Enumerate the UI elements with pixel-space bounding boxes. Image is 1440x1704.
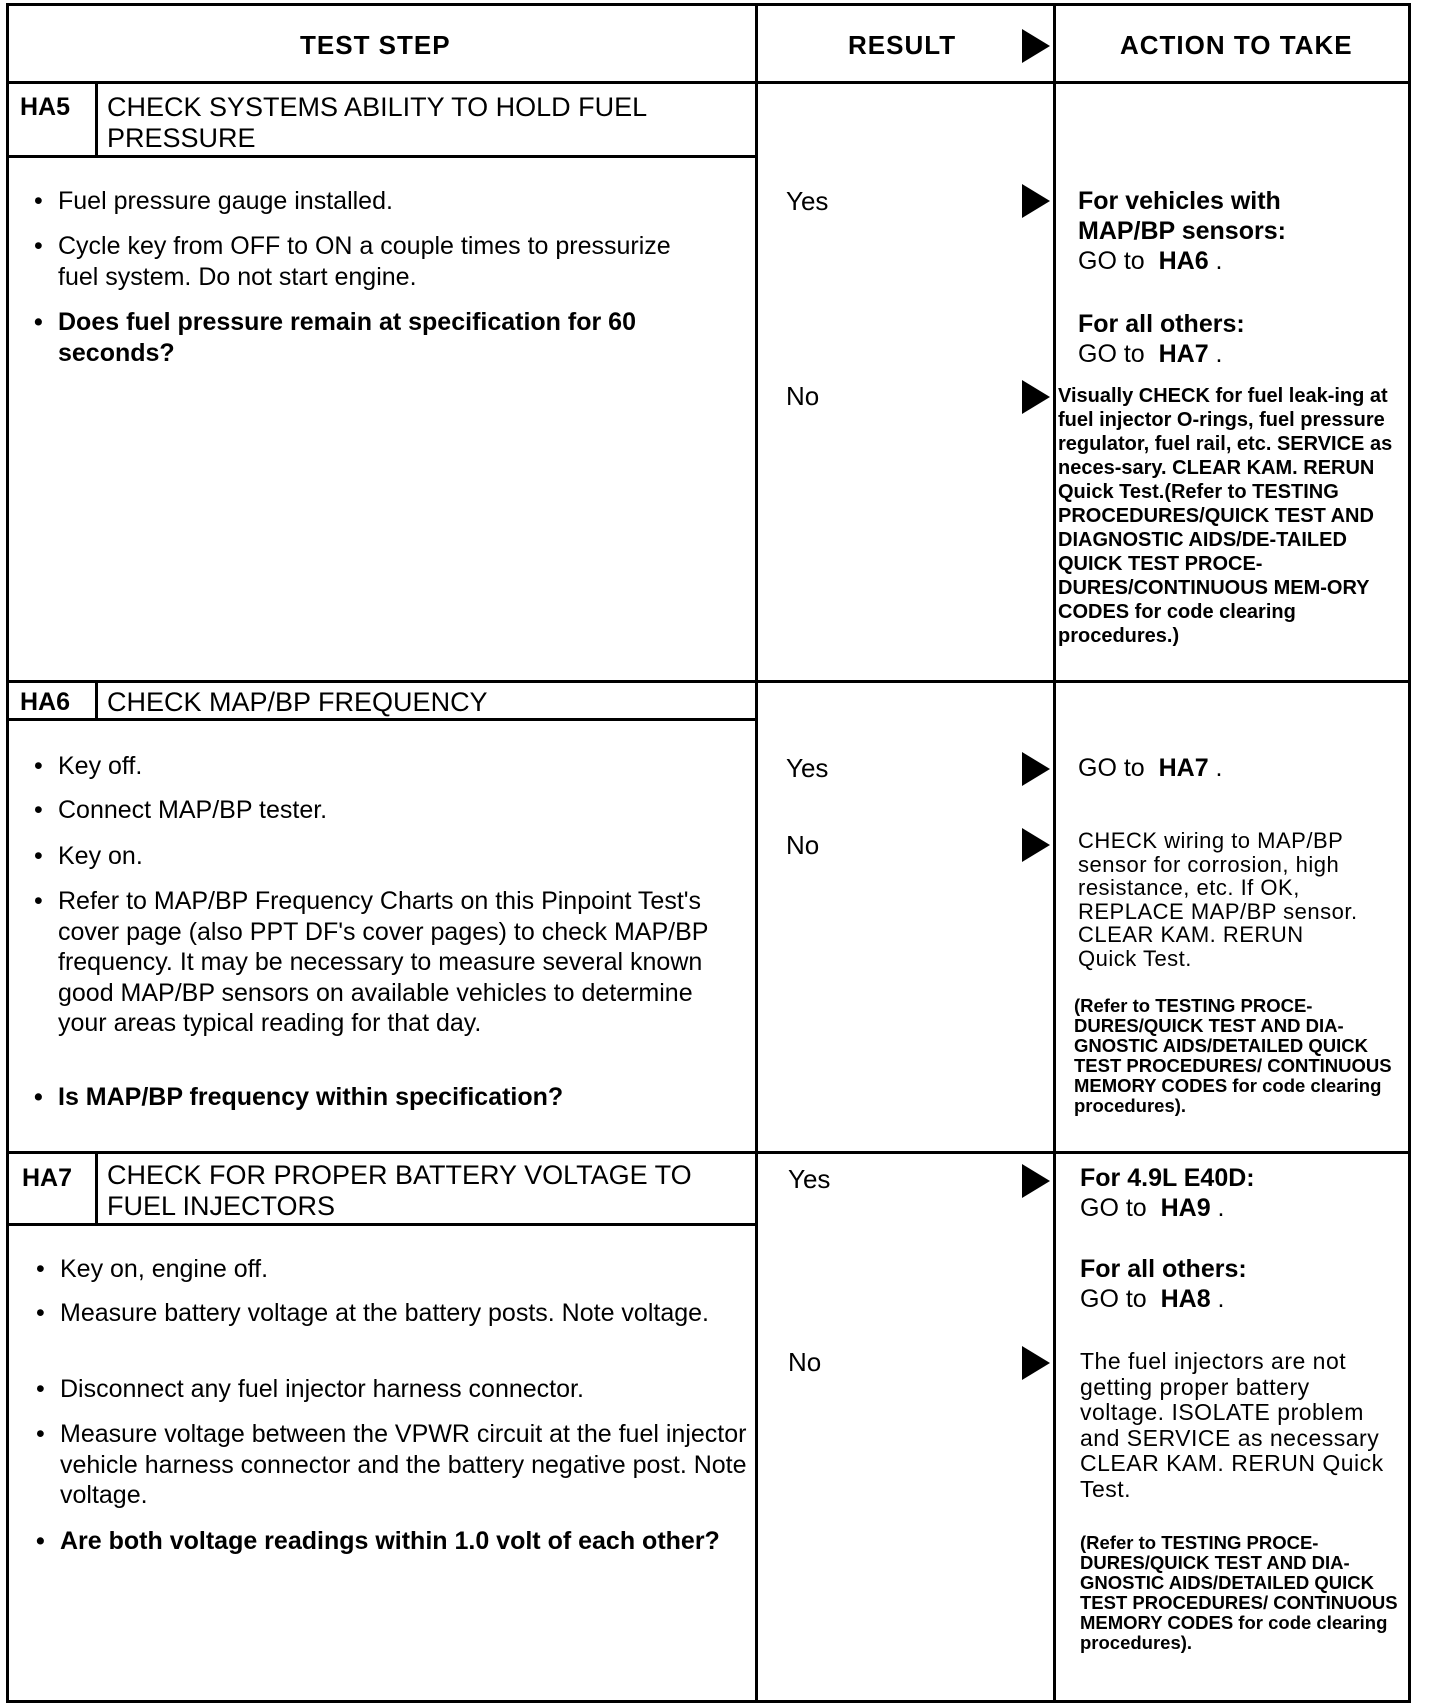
ha7-code: HA7 xyxy=(22,1164,73,1192)
ha5-yes: Yes xyxy=(786,186,829,216)
ha7-yes-action-1: For 4.9L E40D: GO to HA9 . xyxy=(1080,1164,1255,1222)
ha7-yes-action-1-head: For 4.9L E40D: xyxy=(1080,1164,1255,1192)
row-divider-ha7 xyxy=(6,1151,1411,1154)
ha6-yes-action: GO to HA7 . xyxy=(1078,754,1223,782)
ha6-yes: Yes xyxy=(786,753,829,783)
ha7-no-note: (Refer to TESTING PROCE-DURES/QUICK TEST AND DIA-GNOSTIC AIDS/DETAILED QUICK TEST PROCEDURES/ CONTINUOUS MEMORY CODES for code clearing procedures). xyxy=(1080,1532,1398,1653)
ha6-no-note: (Refer to TESTING PROCE-DURES/QUICK TEST AND DIA-GNOSTIC AIDS/DETAILED QUICK TEST PROCEDURES/ CONTINUOUS MEMORY CODES for code clearing procedures). xyxy=(1074,995,1392,1116)
ha5-code: HA5 xyxy=(20,93,71,121)
column-divider-1 xyxy=(755,3,758,1703)
ha6-no-action: CHECK wiring to MAP/BP sensor for corrosion, high resistance, etc. If OK, REPLACE MAP/BP sensor. CLEAR KAM. RERUN Quick Test. xyxy=(1078,828,1358,971)
ha7-title-underline xyxy=(6,1223,756,1226)
ha7-yes-action-2-go: GO to xyxy=(1080,1285,1147,1313)
ha6-title: CHECK MAP/BP FREQUENCY xyxy=(107,687,488,717)
ha7-goto-ha8[interactable]: HA8 xyxy=(1160,1285,1211,1313)
ha5-yes-action-2: For all others: GO to HA7 . xyxy=(1078,310,1245,368)
header-result: RESULT xyxy=(848,30,957,60)
ha7-step-2: • Measure battery voltage at the battery posts. Note voltage. xyxy=(32,1298,750,1329)
ha7-no-action: The fuel injectors are not getting proper battery voltage. ISOLATE problem and SERVICE as necessary CLEAR KAM. RERUN Quick Test. xyxy=(1080,1348,1384,1502)
ha6-title-underline xyxy=(6,718,756,721)
ha6-yes-arrow-icon xyxy=(1022,752,1050,786)
ha5-yes-action-1-go: GO to xyxy=(1078,247,1145,275)
ha5-title-underline xyxy=(6,155,756,158)
ha7-goto-ha9[interactable]: HA9 xyxy=(1160,1194,1211,1222)
column-divider-2 xyxy=(1053,3,1056,1703)
ha5-step-2: • Cycle key from OFF to ON a couple times to pressurize fuel system. Do not start engine. xyxy=(30,231,708,292)
ha5-goto-ha7[interactable]: HA7 xyxy=(1158,340,1209,368)
ha6-code: HA6 xyxy=(20,688,71,716)
ha5-no-arrow-icon xyxy=(1022,380,1050,414)
header-test-step: TEST STEP xyxy=(300,30,451,60)
ha5-goto-ha6[interactable]: HA6 xyxy=(1158,247,1209,275)
ha6-goto-ha7[interactable]: HA7 xyxy=(1158,754,1209,782)
ha7-step-4: • Measure voltage between the VPWR circuit at the fuel injector vehicle harness connector and the battery negative post. Note voltage. xyxy=(32,1419,750,1511)
ha5-yes-action-1: For vehicles with MAP/BP sensors: GO to HA6 . xyxy=(1078,187,1286,275)
ha7-step-5: • Are both voltage readings within 1.0 volt of each other? xyxy=(32,1526,720,1557)
ha7-yes-action-2: For all others: GO to HA8 . xyxy=(1080,1255,1247,1313)
ha6-step-4: • Refer to MAP/BP Frequency Charts on this Pinpoint Test's cover page (also PPT DF's cover pages) to check MAP/BP frequency. It may be necessary to measure several known good MAP/BP sensors on available vehicles to determine your areas typical reading for that day. xyxy=(30,886,738,1039)
ha5-title: CHECK SYSTEMS ABILITY TO HOLD FUEL PRESSURE xyxy=(107,92,647,153)
ha7-code-divider xyxy=(95,1151,98,1225)
ha5-yes-action-2-head: For all others: xyxy=(1078,310,1245,338)
ha5-step-3: • Does fuel pressure remain at specification for 60 seconds? xyxy=(30,307,748,368)
ha7-title: CHECK FOR PROPER BATTERY VOLTAGE TO FUEL INJECTORS xyxy=(107,1160,692,1221)
ha6-step-2: • Connect MAP/BP tester. xyxy=(30,795,748,826)
ha5-yes-action-2-go: GO to xyxy=(1078,340,1145,368)
ha6-step-3: • Key on. xyxy=(30,841,748,872)
row-divider-ha6 xyxy=(6,680,1411,683)
ha7-yes-arrow-icon xyxy=(1022,1164,1050,1198)
ha6-step-1: • Key off. xyxy=(30,751,748,782)
ha6-step-5: • Is MAP/BP frequency within specification? xyxy=(30,1082,748,1113)
ha5-no: No xyxy=(786,381,820,411)
ha7-step-3: • Disconnect any fuel injector harness connector. xyxy=(32,1374,750,1405)
header-action: ACTION TO TAKE xyxy=(1120,30,1353,60)
ha5-yes-action-1-head: For vehicles with MAP/BP sensors: xyxy=(1078,187,1286,245)
ha6-no-arrow-icon xyxy=(1022,828,1050,862)
ha5-code-divider xyxy=(95,81,98,157)
ha7-yes-action-2-head: For all others: xyxy=(1080,1255,1247,1283)
ha7-yes-action-1-go: GO to xyxy=(1080,1194,1147,1222)
ha5-no-action: Visually CHECK for fuel leak-ing at fuel injector O-rings, fuel pressure regulator, fuel rail, etc. SERVICE as neces-sary. CLEAR KAM. RERUN Quick Test.(Refer to TESTING PROCEDURES/QUICK TEST AND DIAGNOSTIC AIDS/DE-TAILED QUICK TEST PROCE-DURES/CONTINUOUS MEM-ORY CODES for code clearing procedures.) xyxy=(1058,385,1393,647)
ha6-code-divider xyxy=(95,680,98,720)
ha5-step-1: • Fuel pressure gauge installed. xyxy=(30,186,748,217)
header-arrow-icon xyxy=(1022,29,1050,63)
ha7-step-1: • Key on, engine off. xyxy=(32,1254,750,1285)
header-divider xyxy=(6,81,1411,84)
ha5-yes-arrow-icon xyxy=(1022,184,1050,218)
ha7-yes: Yes xyxy=(788,1164,831,1194)
ha7-no-arrow-icon xyxy=(1022,1346,1050,1380)
ha7-no: No xyxy=(788,1347,822,1377)
ha6-no: No xyxy=(786,830,820,860)
ha6-yes-action-go: GO to xyxy=(1078,754,1145,782)
